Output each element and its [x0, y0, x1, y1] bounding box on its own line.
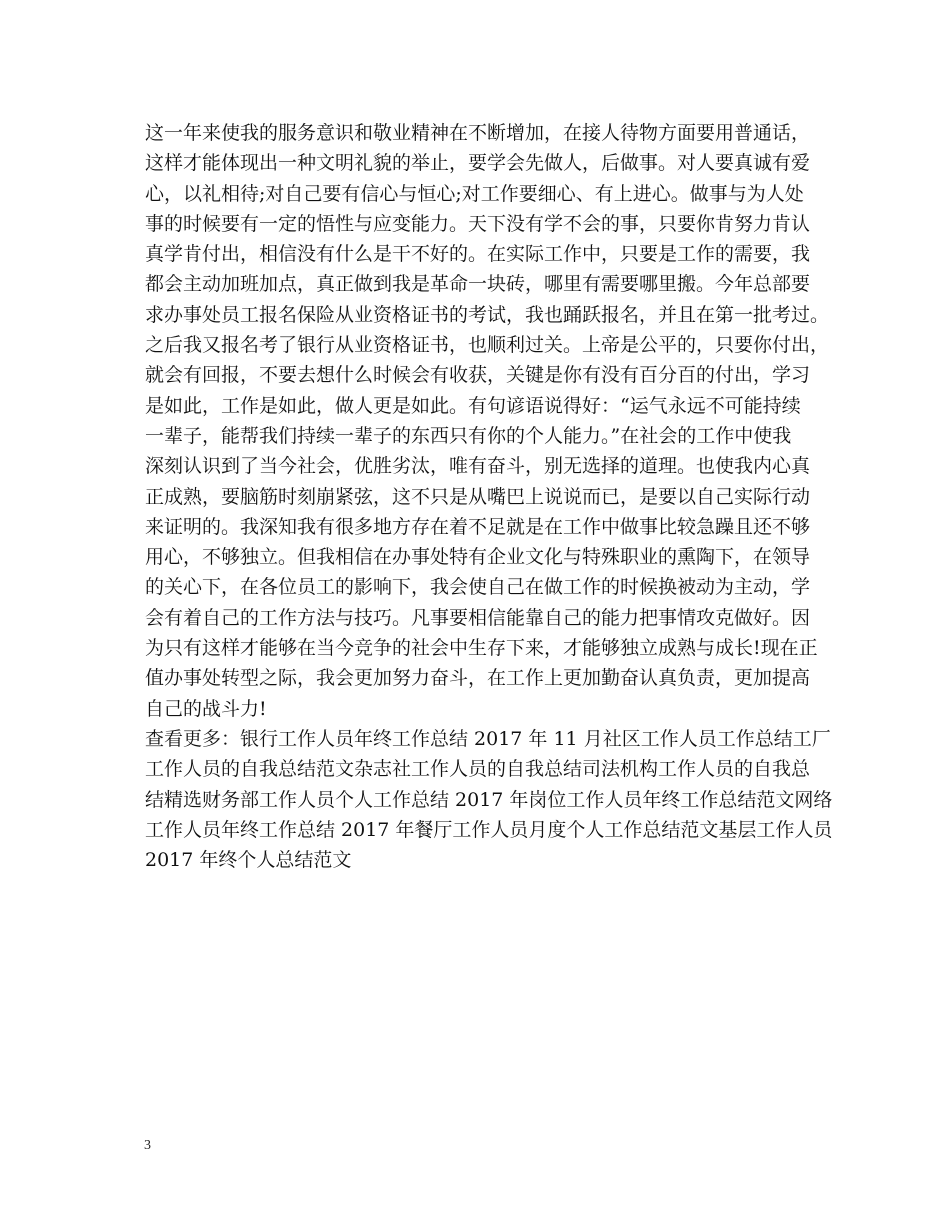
related-links-line: 结精选财务部工作人员个人工作总结 2017 年岗位工作人员年终工作总结范文网络: [145, 788, 833, 811]
text-line: 就会有回报，不要去想什么时候会有收获，关键是你有没有百分百的付出，学习: [145, 364, 811, 387]
body-text: [145, 118, 833, 875]
text-line: 这一年来使我的服务意识和敬业精神在不断增加，在接人待物方面要用普通话，: [145, 122, 811, 144]
text-line: 为只有这样才能够在当今竞争的社会中生存下来，才能够独立成熟与成长!现在正: [145, 637, 818, 660]
text-line: 一辈子，能帮我们持续一辈子的东西只有你的个人能力。”在社会的工作中使我: [145, 424, 792, 447]
page-number: 3: [144, 1138, 151, 1153]
text-line: 用心，不够独立。但我相信在办事处特有企业文化与特殊职业的熏陶下，在领导: [145, 546, 811, 569]
text-line: 心，以礼相待;对自己要有信心与恒心;对工作要细心、有上进心。做事与为人处: [145, 182, 804, 205]
related-links-line: 工作人员年终工作总结 2017 年餐厅工作人员月度个人工作总结范文基层工作人员: [145, 818, 833, 841]
text-line: 真学肯付出，相信没有什么是干不好的。在实际工作中，只要是工作的需要，我: [145, 243, 811, 266]
text-line: 是如此，工作是如此，做人更是如此。有句谚语说得好：“运气永远不可能持续: [145, 394, 801, 417]
related-links-line: 查看更多：银行工作人员年终工作总结 2017 年 11 月社区工作人员工作总结工厂: [145, 727, 831, 750]
text-line: 这样才能体现出一种文明礼貌的举止，要学会先做人，后做事。对人要真诚有爱: [145, 152, 811, 175]
text-line: 都会主动加班加点，真正做到我是革命一块砖，哪里有需要哪里搬。今年总部要: [145, 273, 811, 296]
related-links-line: 2017 年终个人总结范文: [145, 849, 352, 872]
text-line: 来证明的。我深知我有很多地方存在着不足就是在工作中做事比较急躁且还不够: [145, 515, 811, 538]
text-line: 之后我又报名考了银行从业资格证书，也顺利过关。上帝是公平的，只要你付出，: [145, 334, 830, 357]
text-line: 会有着自己的工作方法与技巧。凡事要相信能靠自己的能力把事情攻克做好。因: [145, 606, 811, 629]
text-line: 值办事处转型之际，我会更加努力奋斗，在工作上更加勤奋认真负责，更加提高: [145, 667, 811, 690]
text-line: 的关心下，在各位员工的影响下，我会使自己在做工作的时候换被动为主动，学: [145, 576, 811, 599]
text-line: 深刻认识到了当今社会，优胜劣汰，唯有奋斗，别无选择的道理。也使我内心真: [145, 455, 811, 478]
text-line: 自己的战斗力!: [145, 697, 267, 720]
related-links-line: 工作人员的自我总结范文杂志社工作人员的自我总结司法机构工作人员的自我总: [145, 758, 811, 781]
text-line: 正成熟，要脑筋时刻崩紧弦，这不只是从嘴巴上说说而已，是要以自己实际行动: [145, 485, 811, 508]
text-line: 求办事处员工报名保险从业资格证书的考试，我也踊跃报名，并且在第一批考过。: [145, 303, 830, 326]
text-line: 事的时候要有一定的悟性与应变能力。天下没有学不会的事，只要你肯努力肯认: [145, 212, 811, 235]
